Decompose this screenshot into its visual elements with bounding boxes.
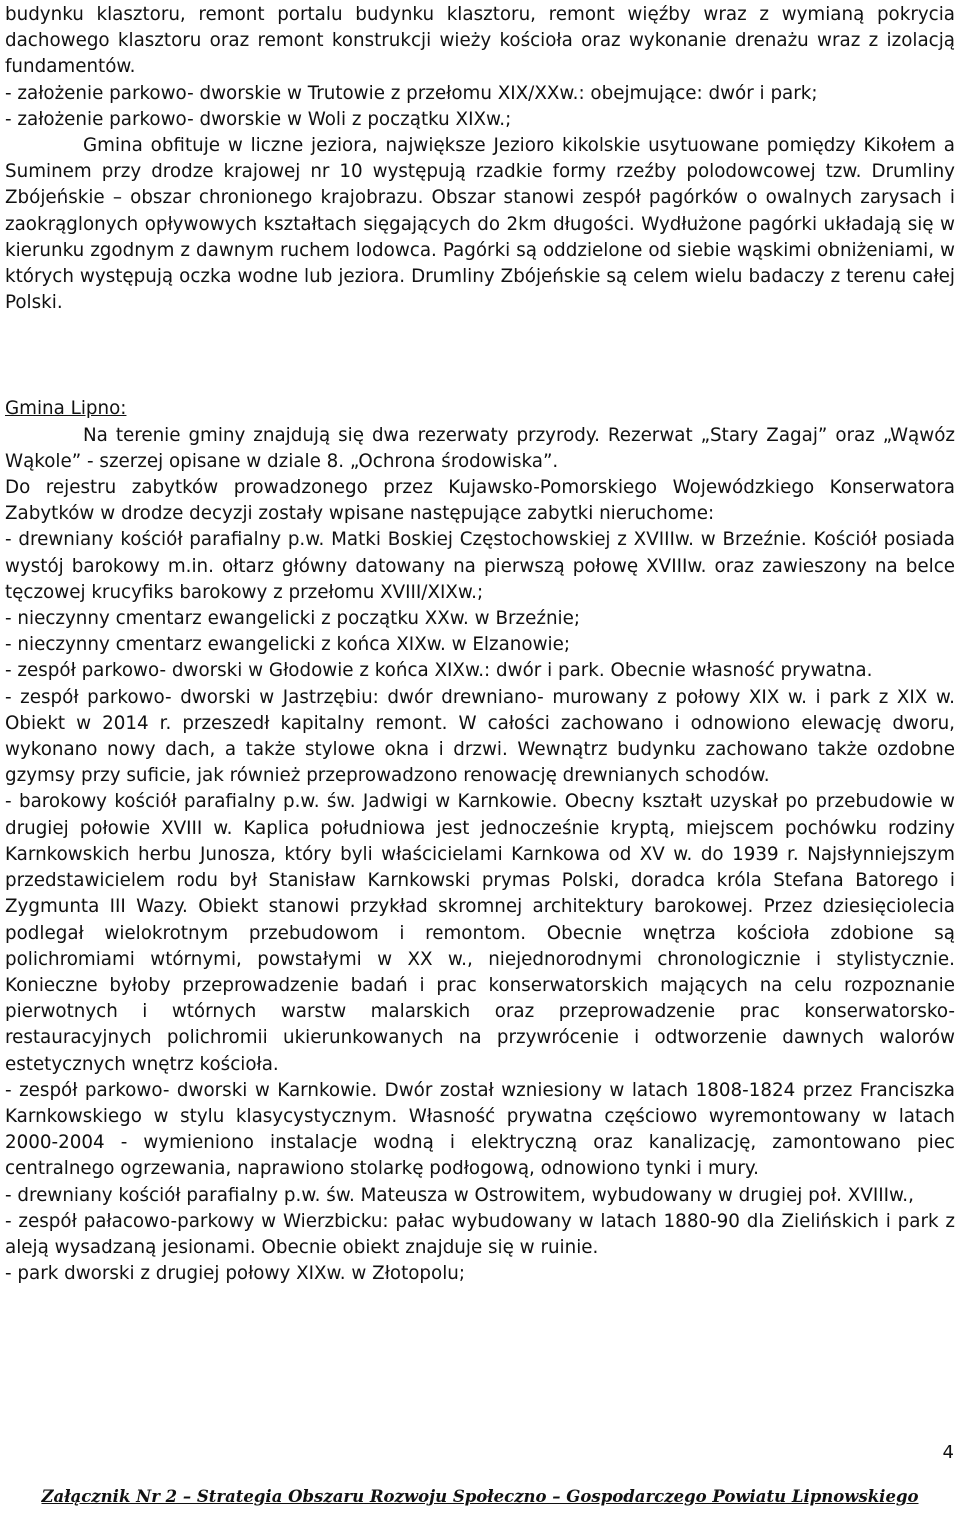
list-item: - drewniany kościół parafialny p.w. św. Mateusza w Ostrowitem, wybudowany w drugiej poł. XVIIIw., xyxy=(5,1184,914,1206)
list-item: - park dworski z drugiej połowy XIXw. w Złotopolu; xyxy=(5,1263,466,1285)
list-item: - zespół parkowo- dworski w Jastrzębiu: dwór drewniano- murowany z połowy XIX w. i park z XIX w. Obiekt w 2014 r. przeszedł kapitalny remont. W całości zachowano i odnowiono elewację dworu, wykonano nowy dach, a także stylowe okna i drzwi. Wewnątrz budynku zachowano także ozdobne gzymsy przy suficie, jak również przeprowadzono renowację drewnianych schodów. xyxy=(5,686,955,787)
spacer xyxy=(5,316,955,396)
section-heading: Gmina Lipno: xyxy=(5,398,127,420)
paragraph: - założenie parkowo- dworskie w Woli z początku XIXw.; xyxy=(5,108,512,130)
paragraph: - założenie parkowo- dworskie w Trutowie z przełomu XIX/XXw.: obejmujące: dwór i park; xyxy=(5,82,818,104)
list-item: - nieczynny cmentarz ewangelicki z końca XIXw. w Elzanowie; xyxy=(5,634,571,656)
list-item: - zespół parkowo- dworski w Głodowie z końca XIXw.: dwór i park. Obecnie własność prywatna. xyxy=(5,660,873,682)
paragraph: Gmina obfituje w liczne jeziora, największe Jezioro kikolskie usytuowane pomiędzy Kikołem a Suminem przy drodze krajowej nr 10 występują rzadkie formy rzeźby polodowcowej tzw. Drumliny Zbójeńskie – obszar chronionego krajobrazu. Obszar stanowi zespół pagórków o owalnych zarysach i zaokrąglonych opływowych kształtach sięgających do 2km długości. Wydłużone pagórki układają się w kierunku zgodnym z dawnym ruchem lodowca. Pagórki są oddzielone od siebie wąskimi obniżeniami, w których występują oczka wodne lub jeziora. Drumliny Zbójeńskie są celem wielu badaczy z terenu całej Polski. xyxy=(5,135,955,314)
list-item: - zespół pałacowo-parkowy w Wierzbicku: pałac wybudowany w latach 1880-90 dla Zielińskich i park z aleją wysadzaną jesionami. Obecnie obiekt znajduje się w ruinie. xyxy=(5,1210,955,1258)
paragraph: Do rejestru zabytków prowadzonego przez Kujawsko-Pomorskiego Wojewódzkiego Konserwatora Zabytków w drodze decyzji zostały wpisane następujące zabytki nieruchome: xyxy=(5,477,955,525)
list-item: - nieczynny cmentarz ewangelicki z początku XXw. w Brzeźnie; xyxy=(5,608,581,630)
list-item: - drewniany kościół parafialny p.w. Matki Boskiej Częstochowskiej z XVIIIw. w Brzeźnie. Kościół posiada wystój barokowy m.in. ołtarz główny datowany na pierwszą połowę XVIIIw. oraz zawieszony na belce tęczowej krucyfiks barokowy z przełomu XVIII/XIXw.; xyxy=(5,529,955,603)
list-item: - zespół parkowo- dworski w Karnkowie. Dwór został wzniesiony w latach 1808-1824 przez Franciszka Karnkowskiego w stylu klasycystycznym. Własność prywatna częściowo wyremontowany w latach 2000-2004 - wymieniono instalacje wodną i elektryczną oraz kanalizację, zamontowano piec centralnego ogrzewania, naprawiono stolarkę podłogową, odnowiono tynki i mury. xyxy=(5,1079,955,1180)
paragraph: budynku klasztoru, remont portalu budynku klasztoru, remont więźby wraz z wymianą pokrycia dachowego klasztoru oraz remont konstrukcji wieży kościoła oraz wykonanie drenażu wraz z izolacją fundamentów. xyxy=(5,4,955,78)
paragraph: Na terenie gminy znajdują się dwa rezerwaty przyrody. Rezerwat „Stary Zagaj” oraz „Wąwóz Wąkole” - szerzej opisane w dziale 8. „Ochrona środowiska”. xyxy=(5,424,955,472)
document-body xyxy=(5,2,955,1287)
page-number: 4 xyxy=(942,1442,954,1463)
page-footer: Załącznik Nr 2 – Strategia Obszaru Rozwoju Społeczno – Gospodarczego Powiatu Lipnowskiego xyxy=(41,1487,919,1506)
list-item: - barokowy kościół parafialny p.w. św. Jadwigi w Karnkowie. Obecny kształt uzyskał po przebudowie w drugiej połowie XVIII w. Kaplica południowa jest jednocześnie kryptą, miejscem pochówku rodziny Karnkowskich herbu Junosza, który byli właścicielami Karnkowa od XV w. do 1939 r. Najsłynniejszym przedstawicielem rodu był Stanisław Karnkowski prymas Polski, doradca króla Stefana Batorego i Zygmunta III Wazy. Obiekt stanowi przykład skromnej architektury barokowej. Przez dziesięciolecia podlegał wielokrotnym przebudowom i remontom. Obecnie wnętrza kościoła zdobione są polichromiami wtórnymi, powstałymi w XX w., niejednorodnymi chronologicznie i stylistycznie. Konieczne byłoby przeprowadzenie badań i prac konserwatorskich mających na celu rozpoznanie pierwotnych i wtórnych warstw malarskich oraz przeprowadzenie prac konserwatorsko- restauracyjnych polichromii ukierunkowanych na przywrócenie i odtworzenie dawnych walorów estetycznych wnętrz kościoła. xyxy=(5,791,955,1075)
